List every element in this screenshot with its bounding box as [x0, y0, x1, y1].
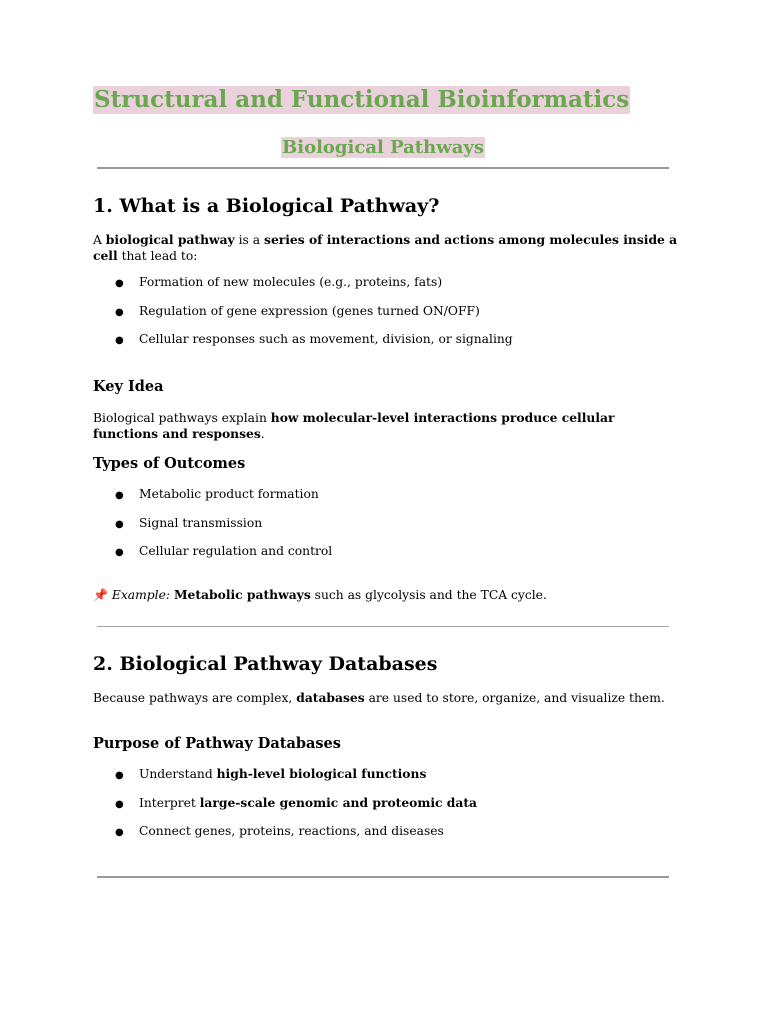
bullet-icon: ● [115, 278, 124, 289]
outcomes-heading: Types of Outcomes [93, 455, 246, 472]
bullet-icon: ● [115, 799, 124, 810]
list-item: ● Metabolic product formation [115, 485, 319, 503]
list-item: ● Cellular regulation and control [115, 542, 332, 560]
list-item: ● Connect genes, proteins, reactions, and diseases [115, 822, 444, 840]
document-subtitle: Biological Pathways [282, 137, 484, 158]
document-subtitle-wrap [0, 135, 766, 160]
divider [97, 876, 669, 878]
list-item: ● Formation of new molecules (e.g., proteins, fats) [115, 273, 442, 291]
section-1-heading: 1. What is a Biological Pathway? [93, 195, 440, 217]
purpose-heading: Purpose of Pathway Databases [93, 735, 341, 752]
list-item: ● Signal transmission [115, 514, 262, 532]
key-idea-text: Biological pathways explain how molecular-level interactions produce cellular functions and responses. [93, 410, 615, 441]
section-2-intro: Because pathways are complex, databases are used to store, organize, and visualize them. [93, 690, 665, 705]
bullet-icon: ● [115, 490, 124, 501]
bullet-icon: ● [115, 307, 124, 318]
pushpin-icon: 📌 [93, 588, 108, 602]
list-item: ● Understand high-level biological functions [115, 765, 426, 783]
divider [97, 167, 669, 169]
example-line: 📌 Example: Metabolic pathways such as glycolysis and the TCA cycle. [93, 587, 547, 602]
document-title: Structural and Functional Bioinformatics [94, 86, 630, 113]
key-idea-heading: Key Idea [93, 378, 164, 395]
bullet-icon: ● [115, 335, 124, 346]
divider [97, 626, 669, 627]
bullet-icon: ● [115, 547, 124, 558]
list-item: ● Regulation of gene expression (genes turned ON/OFF) [115, 302, 480, 320]
list-item: ● Cellular responses such as movement, division, or signaling [115, 330, 513, 348]
bullet-icon: ● [115, 770, 124, 781]
list-item: ● Interpret large-scale genomic and proteomic data [115, 794, 477, 812]
bullet-icon: ● [115, 827, 124, 838]
bullet-icon: ● [115, 519, 124, 530]
section-2-heading: 2. Biological Pathway Databases [93, 653, 438, 675]
section-1-intro: A biological pathway is a series of interactions and actions among molecules inside a cell that lead to: [93, 232, 678, 263]
